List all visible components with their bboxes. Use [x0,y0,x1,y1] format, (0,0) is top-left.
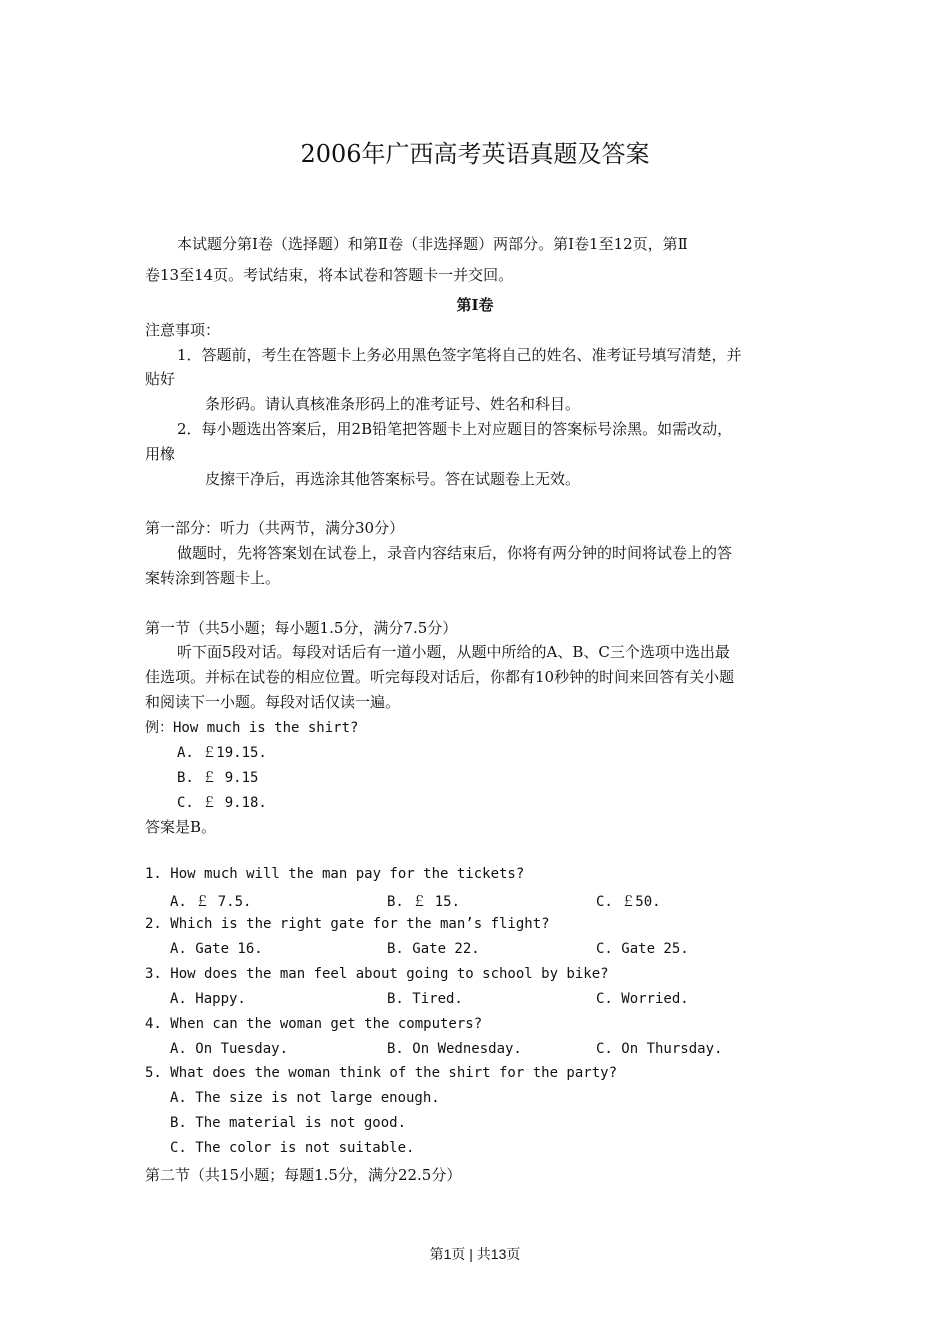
question-1-option-c: C. ￡50. [596,894,661,910]
question-5-option-b: B. The material is not good. [170,1115,407,1131]
question-1-option-b: B. ￡ 15. [387,894,461,910]
question-1-option-a: A. ￡ 7.5. [170,894,252,910]
notice-label: 注意事项： [145,321,221,339]
section1-desc-1: 听下面5段对话。每段对话后有一道小题，从题中所给的A、B、C三个选项中选出最 [177,643,730,661]
question-4: 4. When can the woman get the computers? [145,1016,483,1032]
example-option-c: C. ￡ 9.18. [177,795,267,811]
section1-desc-2: 佳选项。并标在试卷的相应位置。听完每段对话后，你都有10秒钟的时间来回答有关小题 [145,668,735,686]
section1-desc-3: 和阅读下一小题。每段对话仅读一遍。 [145,693,401,711]
notice-item-1-cont: 贴好 [145,370,176,388]
notice-item-1: 1．答题前，考生在答题卡上务必用黑色签字笔将自己的姓名、准考证号填写清楚，并 [177,346,742,364]
part1-heading: 第一部分：听力（共两节，满分30分） [145,519,405,537]
example-answer: 答案是B。 [145,818,217,836]
example-option-a: A. ￡19.15. [177,745,267,761]
section1-heading: 第一节（共5小题；每小题1.5分，满分7.5分） [145,619,458,637]
intro-line-2: 卷13至14页。考试结束，将本试卷和答题卡一并交回。 [145,266,514,284]
section2-heading: 第二节（共15小题；每题1.5分，满分22.5分） [145,1166,462,1184]
question-2-option-b: B. Gate 22. [387,941,480,957]
question-3-option-a: A. Happy. [170,991,246,1007]
question-4-option-c: C. On Thursday. [596,1041,723,1057]
question-5: 5. What does the woman think of the shirt for the party? [145,1065,618,1081]
notice-item-2-cont: 用橡 [145,445,176,463]
question-2-option-a: A. Gate 16. [170,941,263,957]
notice-item-1-cont2: 条形码。请认真核准条形码上的准考证号、姓名和科目。 [205,395,581,413]
question-5-option-c: C. The color is not suitable. [170,1140,415,1156]
question-3-option-c: C. Worried. [596,991,689,1007]
question-4-option-b: B. On Wednesday. [387,1041,522,1057]
example-option-b: B. ￡ 9.15 [177,770,259,786]
intro-line-1: 本试题分第Ⅰ卷（选择题）和第Ⅱ卷（非选择题）两部分。第Ⅰ卷1至12页，第Ⅱ [177,235,688,253]
page-footer: 第1页 | 共13页 [429,1246,521,1262]
question-3: 3. How does the man feel about going to school by bike? [145,966,609,982]
question-2-option-c: C. Gate 25. [596,941,689,957]
question-1: 1. How much will the man pay for the tickets? [145,866,525,882]
question-2: 2. Which is the right gate for the man’s flight? [145,916,550,932]
question-4-option-a: A. On Tuesday. [170,1041,289,1057]
notice-item-2: 2．每小题选出答案后，用2B铅笔把答题卡上对应题目的答案标号涂黑。如需改动， [177,420,733,438]
question-3-option-b: B. Tired. [387,991,463,1007]
example-question: 例：How much is the shirt? [145,720,359,736]
part1-desc-1: 做题时，先将答案划在试卷上，录音内容结束后，你将有两分钟的时间将试卷上的答 [177,544,733,562]
section-juan1-heading: 第Ⅰ卷 [456,296,494,314]
part1-desc-2: 案转涂到答题卡上。 [145,569,281,587]
notice-item-2-cont2: 皮擦干净后，再选涂其他答案标号。答在试题卷上无效。 [205,470,581,488]
question-5-option-a: A. The size is not large enough. [170,1090,440,1106]
page-title: 2006年广西高考英语真题及答案 [300,140,650,168]
